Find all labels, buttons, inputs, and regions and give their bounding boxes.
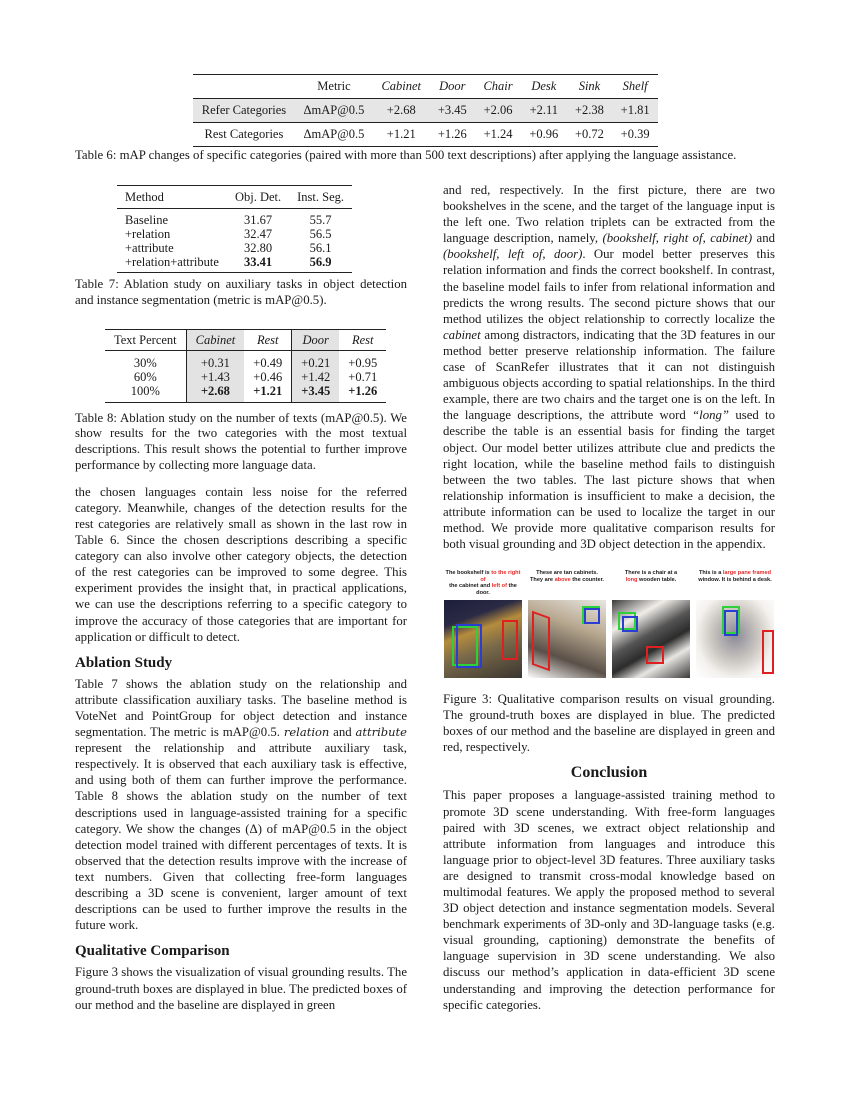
text: represent the relationship and attribute auxiliary task, respectively. It is observed that each auxiliary task is effective, and using both of them can further improve the performance. Table 8 shows the ablation study on the number of text descriptions used in language-assisted training for a specific category. We show the changes (Δ) of mAP@0.5 in the object detection model trained with different percentages of texts. It is observed that the detection results improve with the increase of text numbers. Given that collecting free-form languages describing a 3D scene is convenient, larger amount of text descriptions can be used to further improve the results in the future work.	[75, 741, 407, 933]
cell: +2.68	[373, 99, 429, 123]
cell: +0.31	[186, 350, 244, 370]
cell: +0.46	[253, 369, 283, 384]
figure-panel-1	[443, 570, 523, 678]
baseline-box	[532, 611, 550, 672]
ground-truth-box	[622, 616, 638, 632]
panel-caption	[695, 570, 775, 597]
cell: 33.41	[243, 255, 273, 269]
header-cell: Door	[429, 75, 475, 99]
table-8	[105, 329, 386, 403]
text: There is a chair at a	[624, 570, 678, 577]
scene-image	[528, 600, 606, 678]
table-row	[117, 255, 352, 273]
panel-caption	[611, 570, 691, 597]
scene-image	[612, 600, 690, 678]
text: the cabinet and	[449, 583, 492, 590]
table-row	[117, 209, 352, 228]
table-7	[117, 185, 352, 273]
text: used to describe the table is an essential basis for finding the target object. Our model better utilizes attribute clue and predicts the right location, while the baseline method fails to distinguish between the two tables. The last picture shows that when relationship information is insufficient to make a decision, the attribute information can be used to localize the target in our method. We provide more qualitative comparison results for both visual grounding and 3D object detection in the appendix.	[443, 408, 775, 552]
header-cell: Method	[117, 186, 227, 209]
cell: +0.96	[529, 127, 559, 141]
text: Table 7 shows the ablation study on the relationship and attribute classification auxiliary tasks. The baseline method is VoteNet and PointGroup for object detection and instance segmentation. The metric is mAP@0.5.	[75, 676, 407, 740]
figure-panel-3	[611, 570, 691, 678]
baseline-box	[762, 630, 774, 674]
text: window. It is behind a desk.	[698, 576, 772, 583]
table-7-caption: Table 7: Ablation study on auxiliary tasks in object detection and instance segmentation (metric is mAP@0.5).	[75, 277, 407, 307]
cell: 32.47	[243, 227, 273, 241]
figure-panel-2	[527, 570, 607, 678]
text: cabinet	[443, 327, 481, 342]
table-row	[117, 241, 352, 255]
figure-3-caption: Figure 3: Qualitative comparison results on visual grounding. The ground-truth boxes are displayed in blue. The predicted boxes of our method and the baseline are displayed in green and red, respectively.	[443, 692, 775, 754]
header-cell	[193, 75, 295, 99]
table-row	[105, 350, 386, 370]
cell: +0.71	[348, 369, 378, 384]
text: The bookshelf is	[445, 570, 492, 577]
text: wooden table.	[637, 576, 677, 583]
text: to the right of	[480, 570, 521, 583]
cell: Baseline	[125, 213, 169, 227]
cell: +1.81	[612, 99, 658, 123]
cell: +relation+attribute	[125, 255, 219, 269]
text: the counter.	[570, 576, 604, 583]
table-row	[117, 227, 352, 241]
header-cell: Shelf	[612, 75, 658, 99]
cell: 56.1	[309, 241, 332, 255]
cell: 30%	[133, 355, 157, 370]
scene-image	[444, 600, 522, 678]
cell: +2.11	[521, 99, 567, 123]
header-cell: Chair	[475, 75, 521, 99]
cell: +relation	[125, 227, 171, 241]
ground-truth-box	[584, 608, 600, 624]
figure-panel-4	[695, 570, 775, 678]
header-cell: Door	[292, 329, 340, 350]
paragraph: Figure 3 shows the visualization of visual grounding results. The ground-truth boxes are displayed in blue. The predicted boxes of our method and the baseline are displayed in green	[75, 965, 407, 1012]
text: and	[752, 231, 775, 246]
text: left of	[491, 583, 507, 590]
cell: +1.21	[386, 127, 416, 141]
text: (bookshelf, left of, door)	[443, 247, 583, 262]
section-heading-conclusion: Conclusion	[570, 764, 648, 782]
cell: +3.45	[429, 99, 475, 123]
cell: +0.39	[620, 127, 650, 141]
figure-3	[443, 570, 775, 682]
header-cell: Metric	[295, 75, 373, 99]
header-cell: Sink	[567, 75, 613, 99]
table-header-row	[105, 329, 386, 350]
cell: +0.72	[575, 127, 604, 141]
header-cell: Rest	[244, 329, 292, 350]
cell: ΔmAP@0.5	[295, 99, 373, 123]
paragraph: the chosen languages contain less noise for the referred category. Meanwhile, changes of the detection results for the rest categories are relatively small as shown in the last row in Table 6. Since the chosen descriptions describing a specific category can also involve other category objects, the detection of the rest categories can be improved to some degree. This experiment provides the insight that, in practical applications, we can use the descriptions referring to a specific category to improve the accuracy of those categories that are important for application or difficult to detect.	[75, 484, 407, 644]
cell: +2.38	[567, 99, 613, 123]
text: and	[329, 725, 356, 740]
table-header-row	[193, 75, 658, 99]
paragraph-ablation	[75, 676, 407, 934]
text: attribute	[355, 725, 407, 740]
cell: +0.49	[253, 355, 283, 370]
cell: +1.43	[186, 370, 244, 384]
cell: 55.7	[309, 213, 332, 227]
cell: Rest Categories	[204, 127, 284, 141]
text: . Our model better preserves this relation information and finds the correct bookshelf. In contrast, the baseline model fails to infer from relational information and predicts the wrong results. The second picture shows that our method utilizes the object relationship to correctly localize the	[443, 247, 775, 326]
cell: +attribute	[125, 241, 174, 255]
panel-caption	[443, 570, 523, 597]
table-8-caption: Table 8: Ablation study on the number of texts (mAP@0.5). We show results for the two categories with the most textual descriptions. This result shows the potential to further improve performance by collecting more language data.	[75, 410, 407, 472]
cell: Refer Categories	[193, 99, 295, 123]
header-cell: Obj. Det.	[227, 186, 289, 209]
cell: +1.26	[348, 383, 378, 398]
cell: 32.80	[243, 241, 273, 255]
text: (bookshelf, right of, cabinet)	[602, 231, 753, 246]
scene-image	[696, 600, 774, 678]
text: large pane framed	[722, 570, 772, 577]
cell: +1.42	[292, 370, 340, 384]
header-cell: Cabinet	[186, 329, 244, 350]
baseline-box	[502, 620, 518, 660]
text: These are tan cabinets.	[536, 570, 598, 577]
cell: +2.06	[475, 99, 521, 123]
header-cell: Text Percent	[105, 329, 186, 350]
text: above	[554, 576, 571, 583]
text: This is a	[698, 570, 723, 577]
table-row	[193, 99, 658, 123]
text: long	[625, 576, 638, 583]
table-header-row	[117, 186, 352, 209]
cell: ΔmAP@0.5	[303, 127, 365, 141]
section-heading-ablation: Ablation Study	[75, 654, 173, 671]
cell: +2.68	[186, 384, 244, 403]
cell: +1.26	[437, 127, 467, 141]
text: relation	[283, 725, 330, 740]
cell: 56.5	[309, 227, 332, 241]
right-column	[443, 182, 775, 1013]
header-cell: Cabinet	[373, 75, 429, 99]
table-row	[105, 384, 386, 403]
left-column	[75, 185, 407, 1013]
cell: +3.45	[292, 384, 340, 403]
ground-truth-box	[456, 624, 482, 668]
cell: 31.67	[243, 213, 273, 227]
cell: 100%	[130, 383, 160, 398]
paragraph-qualitative-cont	[443, 182, 775, 552]
header-cell: Rest	[339, 329, 386, 350]
table-row	[105, 370, 386, 384]
cell: +0.95	[348, 355, 378, 370]
cell: 60%	[133, 369, 157, 384]
text: and red, respectively. In the first picture, there are two bookshelves in the scene, and the target of the language input is the left one. Two relation triplets can be extracted from the language description, namely,	[443, 183, 775, 246]
text: They are	[529, 576, 555, 583]
header-cell: Desk	[521, 75, 567, 99]
cell: +0.21	[292, 350, 340, 370]
cell: +1.24	[483, 127, 513, 141]
baseline-box	[646, 646, 664, 664]
cell: +1.21	[253, 383, 283, 398]
table-row	[193, 123, 658, 147]
panel-caption	[527, 570, 607, 597]
ground-truth-box	[724, 610, 738, 636]
paragraph-conclusion: This paper proposes a language-assisted training method to promote 3D scene understanding. With free-form languages paired with 3D scenes, we extract object relationship and attribute information from languages and introduce this language prior to object-level 3D features. Three auxiliary tasks are designed to transmit cross-modal knowledge based on multimodal features. We apply the proposed method to several 3D object detection and instance segmentation models. Several benchmark experiments of 3D-only and 3D-language tasks (e.g. visual grounding, captioning) demonstrate the benefits of language supervision in 3D scene understanding. We also discuss our method’s application in data-efficient 3D scene understanding and improving the detection performance for specific categories.	[443, 788, 775, 1012]
cell: 56.9	[309, 255, 332, 269]
table-6	[193, 74, 658, 147]
text: the door.	[476, 583, 517, 596]
table-6-caption: Table 6: mAP changes of specific categories (paired with more than 500 text descriptions) after applying the language assistance.	[75, 148, 737, 162]
text: among distractors, indicating that the 3D features in our method better preserve relationship information. The failure case of ScanRefer illustrates that it can not distinguish ambiguous objects according to spatial relationships. In the third example, there are two chairs and the target one is on the left. In the language descriptions, the attribute word	[443, 327, 775, 423]
section-heading-qualitative: Qualitative Comparison	[75, 943, 230, 960]
left-column-body	[75, 484, 407, 1013]
text: “long”	[692, 408, 730, 423]
header-cell: Inst. Seg.	[289, 186, 352, 209]
